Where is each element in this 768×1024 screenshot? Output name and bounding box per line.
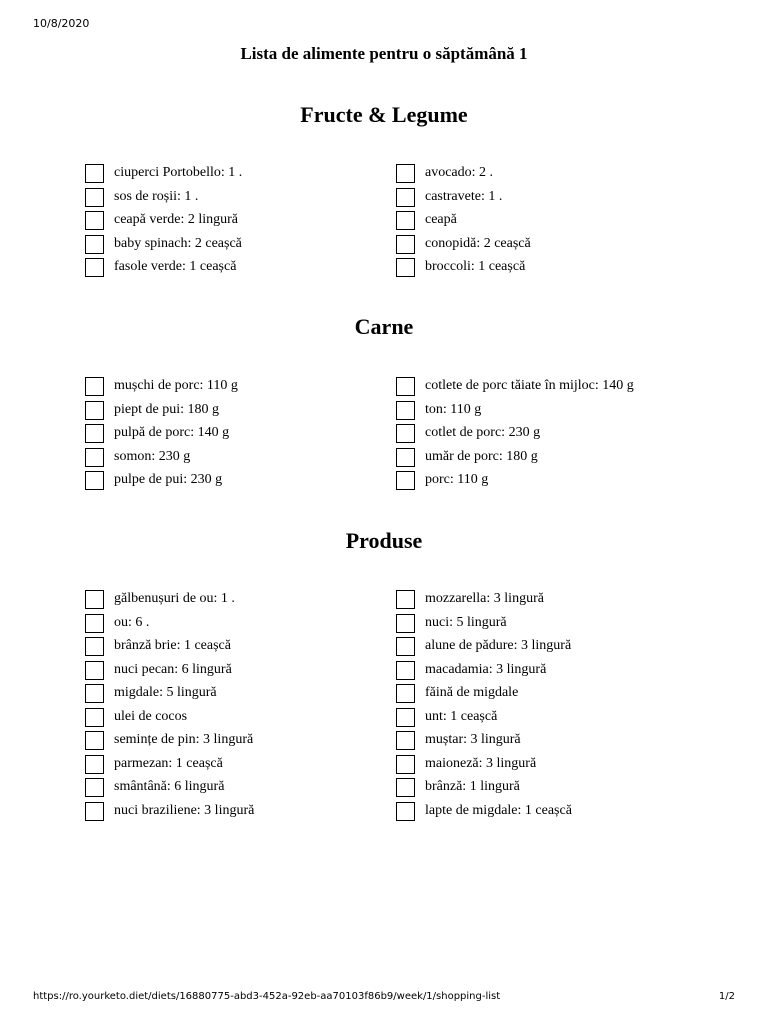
item-label: macadamia: 3 lingură — [425, 661, 547, 677]
item-label: avocado: 2 . — [425, 165, 494, 180]
checkbox[interactable] — [85, 802, 104, 821]
item-label: umăr de porc: 180 g — [425, 448, 538, 464]
list-item[interactable] — [85, 188, 405, 212]
checkbox[interactable] — [396, 637, 415, 656]
list-item[interactable] — [396, 471, 716, 495]
checkbox[interactable] — [85, 778, 104, 797]
item-label: somon: 230 g — [114, 448, 191, 464]
list-item[interactable] — [396, 448, 716, 472]
item-label: castravete: 1 . — [425, 188, 503, 204]
print-date: 10/8/2020 — [33, 17, 90, 30]
list-item[interactable] — [85, 448, 405, 472]
section-title-produse: Produse — [345, 528, 423, 553]
list-item[interactable] — [396, 731, 716, 755]
item-label: pulpe de pui: 230 g — [114, 472, 223, 487]
list-item[interactable] — [396, 188, 716, 212]
checkbox[interactable] — [85, 164, 104, 183]
item-label: parmezan: 1 ceașcă — [114, 755, 223, 771]
list-item[interactable] — [85, 424, 405, 448]
item-label: alune de pădure: 3 lingură — [425, 638, 572, 653]
checkbox[interactable] — [396, 235, 415, 254]
checkbox[interactable] — [85, 401, 104, 420]
item-label: brânză brie: 1 ceașcă — [114, 638, 231, 653]
checkbox[interactable] — [396, 778, 415, 797]
item-label: migdale: 5 lingură — [114, 685, 217, 700]
list-item[interactable] — [396, 684, 716, 708]
item-label: conopidă: 2 ceașcă — [425, 235, 531, 251]
footer-url: https://ro.yourketo.diet/diets/16880775-abd3-452a-92eb-aa70103f86b9/week/1/shopping-list — [33, 991, 501, 1002]
item-label: ton: 110 g — [425, 401, 482, 417]
list-item[interactable] — [85, 755, 405, 779]
checkbox[interactable] — [85, 448, 104, 467]
list-item[interactable] — [85, 614, 405, 638]
checkbox[interactable] — [85, 590, 104, 609]
checkbox[interactable] — [396, 614, 415, 633]
item-label: cotlet de porc: 230 g — [425, 425, 541, 440]
list-item[interactable] — [85, 235, 405, 259]
checkbox[interactable] — [85, 731, 104, 750]
item-label: gălbenușuri de ou: 1 . — [114, 591, 235, 606]
list-item[interactable] — [85, 164, 405, 188]
item-label: cotlete de porc tăiate în mijloc: 140 g — [425, 378, 634, 393]
item-label: maioneză: 3 lingură — [425, 755, 537, 771]
checkbox[interactable] — [85, 637, 104, 656]
item-label: ciuperci Portobello: 1 . — [114, 165, 243, 180]
list-item[interactable] — [85, 731, 405, 755]
checkbox[interactable] — [85, 235, 104, 254]
item-label: sos de roșii: 1 . — [114, 188, 199, 204]
item-label: baby spinach: 2 ceașcă — [114, 235, 242, 251]
checkbox[interactable] — [396, 448, 415, 467]
item-label: pulpă de porc: 140 g — [114, 425, 230, 440]
item-label: ou: 6 . — [114, 614, 150, 630]
section-title-fructe-legume: Fructe & Legume — [300, 102, 468, 127]
list-item[interactable] — [85, 661, 405, 685]
list-item[interactable] — [396, 164, 716, 188]
item-label: porc: 110 g — [425, 472, 489, 487]
checkbox[interactable] — [85, 424, 104, 443]
item-label: brânză: 1 lingură — [425, 779, 520, 794]
list-item[interactable] — [85, 778, 405, 802]
item-label: ceapă — [425, 212, 457, 227]
item-label: piept de pui: 180 g — [114, 401, 219, 417]
list-item[interactable] — [396, 637, 716, 661]
section-list-left — [85, 377, 405, 495]
list-item[interactable] — [396, 614, 716, 638]
checkbox[interactable] — [396, 731, 415, 750]
list-item[interactable] — [85, 471, 405, 495]
list-item[interactable] — [85, 211, 405, 235]
checkbox[interactable] — [396, 684, 415, 703]
item-label: lapte de migdale: 1 ceașcă — [425, 802, 572, 818]
item-label: nuci braziliene: 3 lingură — [114, 802, 255, 818]
list-item[interactable] — [396, 235, 716, 259]
list-item[interactable] — [85, 708, 405, 732]
item-label: nuci: 5 lingură — [425, 614, 507, 630]
item-label: ulei de cocos — [114, 708, 188, 724]
list-item[interactable] — [396, 778, 716, 802]
checkbox[interactable] — [396, 164, 415, 183]
item-label: unt: 1 ceașcă — [425, 708, 498, 724]
list-item[interactable] — [396, 258, 716, 282]
checkbox[interactable] — [85, 614, 104, 633]
section-title-carne: Carne — [354, 314, 414, 339]
section-list-right — [396, 377, 716, 495]
checkbox[interactable] — [396, 590, 415, 609]
item-label: muștar: 3 lingură — [425, 732, 521, 747]
checkbox[interactable] — [85, 755, 104, 774]
checkbox[interactable] — [396, 424, 415, 443]
checkbox[interactable] — [396, 401, 415, 420]
checkbox[interactable] — [396, 258, 415, 277]
item-label: mozzarella: 3 lingură — [425, 591, 544, 606]
checkbox[interactable] — [85, 684, 104, 703]
checkbox[interactable] — [396, 708, 415, 727]
checkbox[interactable] — [85, 258, 104, 277]
list-item[interactable] — [85, 258, 405, 282]
list-item[interactable] — [85, 590, 405, 614]
item-label: nuci pecan: 6 lingură — [114, 661, 232, 677]
checkbox[interactable] — [396, 755, 415, 774]
list-item[interactable] — [396, 211, 716, 235]
section-list-right — [396, 164, 716, 282]
list-item[interactable] — [396, 755, 716, 779]
list-item[interactable] — [396, 424, 716, 448]
list-item[interactable] — [396, 708, 716, 732]
list-item[interactable] — [396, 590, 716, 614]
item-label: mușchi de porc: 110 g — [114, 378, 238, 393]
item-label: broccoli: 1 ceașcă — [425, 259, 526, 274]
checkbox[interactable] — [396, 211, 415, 230]
list-item[interactable] — [85, 637, 405, 661]
section-list-left — [85, 164, 405, 282]
checkbox[interactable] — [85, 708, 104, 727]
item-label: fasole verde: 1 ceașcă — [114, 259, 237, 274]
list-item[interactable] — [85, 684, 405, 708]
list-item[interactable] — [396, 401, 716, 425]
page-title: Lista de alimente pentru o săptămână 1 — [240, 44, 528, 63]
item-label: smântână: 6 lingură — [114, 779, 225, 794]
checkbox[interactable] — [85, 471, 104, 490]
section-list-right — [396, 590, 716, 825]
list-item[interactable] — [85, 802, 405, 826]
item-label: ceapă verde: 2 lingură — [114, 212, 238, 227]
page-number: 1/2 — [718, 991, 735, 1002]
checkbox[interactable] — [396, 377, 415, 396]
item-label: făină de migdale — [425, 685, 519, 700]
checkbox[interactable] — [396, 471, 415, 490]
list-item[interactable] — [85, 377, 405, 401]
checkbox[interactable] — [396, 188, 415, 207]
list-item[interactable] — [396, 377, 716, 401]
checkbox[interactable] — [85, 377, 104, 396]
list-item[interactable] — [396, 802, 716, 826]
list-item[interactable] — [85, 401, 405, 425]
checkbox[interactable] — [396, 661, 415, 680]
checkbox[interactable] — [85, 211, 104, 230]
checkbox[interactable] — [85, 661, 104, 680]
checkbox[interactable] — [396, 802, 415, 821]
list-item[interactable] — [396, 661, 716, 685]
checkbox[interactable] — [85, 188, 104, 207]
item-label: semințe de pin: 3 lingură — [114, 732, 254, 747]
section-list-left — [85, 590, 405, 825]
